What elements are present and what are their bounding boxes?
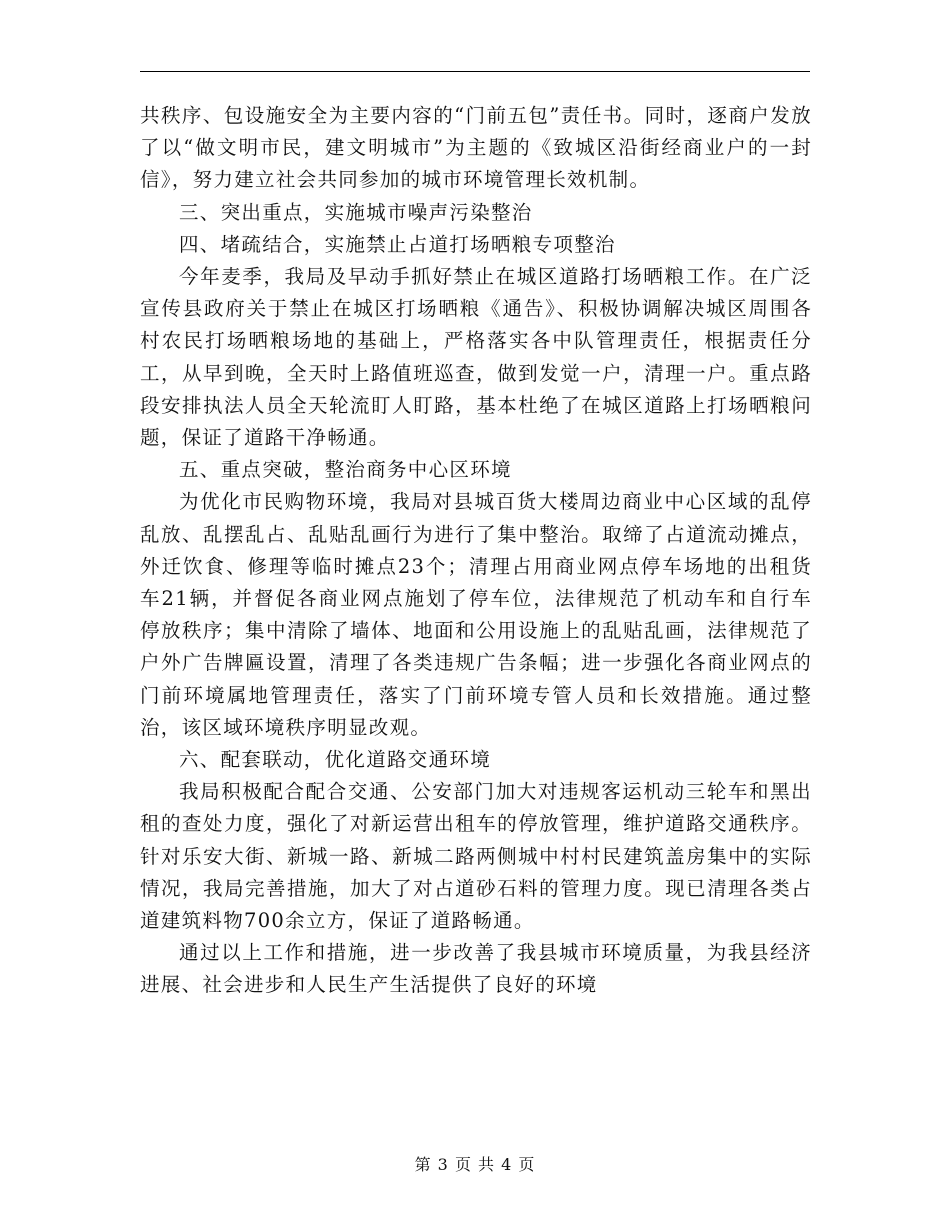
paragraph: 为优化市民购物环境，我局对县城百货大楼周边商业中心区域的乱停乱放、乱摆乱占、乱贴乱画行为进行了集中整治。取缔了占道流动摊点，外迁饮食、修理等临时摊点23个；清理占用商业网点停车场地的出租货车21辆，并督促各商业网点施划了停车位，法律规范了机动车和自行车停放秩序；集中清除了墙体、地面和公用设施上的乱贴乱画，法律规范了户外广告牌匾设置，清理了各类违规广告条幅；进一步强化各商业网点的门前环境属地管理责任，落实了门前环境专管人员和长效措施。通过整治，该区域环境秩序明显改观。 xyxy=(140,490,812,739)
section-heading: 六、配套联动，优化道路交通环境 xyxy=(179,748,492,772)
section-heading: 五、重点突破，整治商务中心区环境 xyxy=(179,458,512,482)
paragraph: 共秩序、包设施安全为主要内容的“门前五包”责任书。同时，逐商户发放了以“做文明市民，建文明城市”为主题的《致城区沿街经商业户的一封信》，努力建立社会共同参加的城市环境管理长效机制。 xyxy=(140,104,812,192)
page-footer: 第 3 页 共 4 页 xyxy=(414,1155,536,1174)
section-heading: 三、突出重点，实施城市噪声污染整治 xyxy=(179,200,533,224)
document-body xyxy=(140,100,812,1002)
paragraph: 我局积极配合配合交通、公安部门加大对违规客运机动三轮车和黑出租的查处力度，强化了对新运营出租车的停放管理，维护道路交通秩序。针对乐安大街、新城一路、新城二路两侧城中村村民建筑盖房集中的实际情况，我局完善措施，加大了对占道砂石料的管理力度。现已清理各类占道建筑料物700余立方，保证了道路畅通。 xyxy=(140,780,812,933)
section-heading: 四、堵疏结合，实施禁止占道打场晒粮专项整治 xyxy=(179,232,616,256)
paragraph: 今年麦季，我局及早动手抓好禁止在城区道路打场晒粮工作。在广泛宣传县政府关于禁止在城区打场晒粮《通告》、积极协调解决城区周围各村农民打场晒粮场地的基础上，严格落实各中队管理责任，根据责任分工，从早到晚，全天时上路值班巡查，做到发觉一户，清理一户。重点路段安排执法人员全天轮流盯人盯路，基本杜绝了在城区道路上打场晒粮问题，保证了道路干净畅通。 xyxy=(140,265,812,450)
paragraph: 通过以上工作和措施，进一步改善了我县城市环境质量，为我县经济进展、社会进步和人民生产生活提供了良好的环境 xyxy=(140,941,812,997)
header-rule xyxy=(140,71,810,72)
